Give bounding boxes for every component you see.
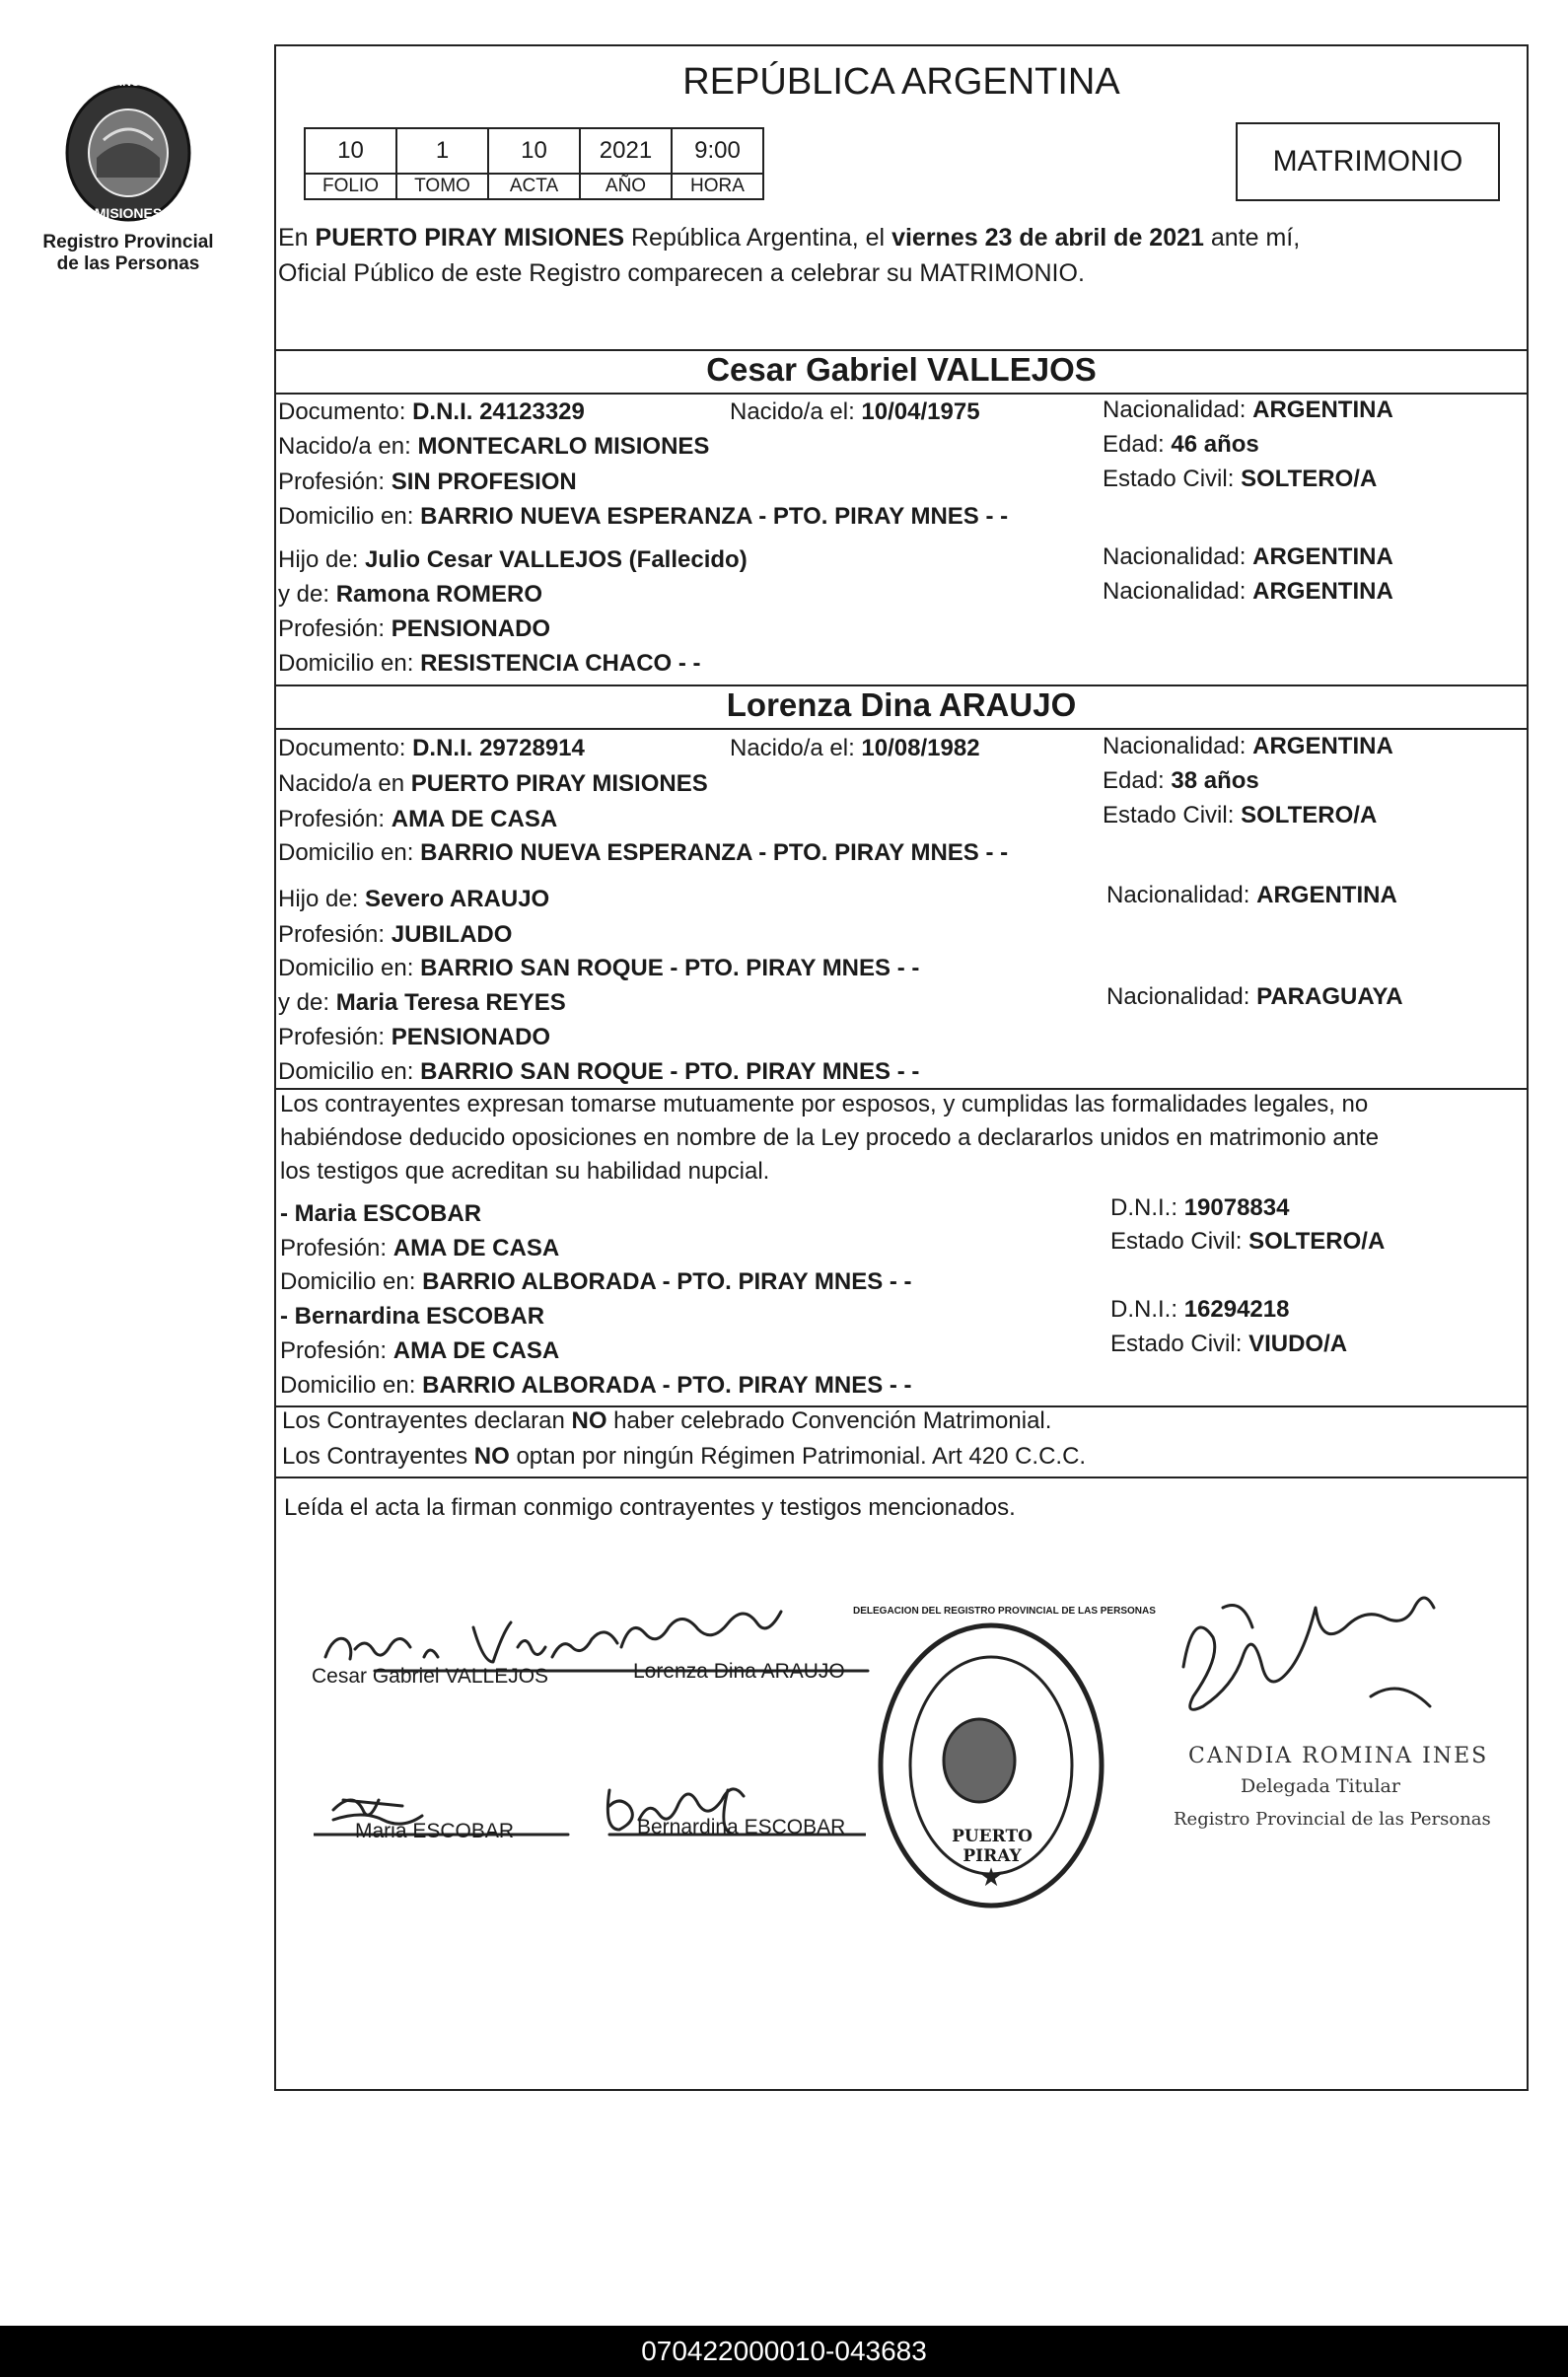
bride-sign-caption: Lorenza Dina ARAUJO — [633, 1660, 845, 1683]
hora-value: 9:00 — [672, 128, 763, 174]
officer-title: Delegada Titular — [1241, 1775, 1400, 1797]
bride-father-profession: Profesión: JUBILADO — [278, 921, 513, 948]
bride-mother-profession: Profesión: PENSIONADO — [278, 1024, 551, 1050]
witness-2-domicile: Domicilio en: BARRIO ALBORADA - PTO. PIRAY MNES - - — [280, 1372, 912, 1399]
witness-1-name: - Maria ESCOBAR — [280, 1200, 482, 1227]
convention-line-1: Los Contrayentes declaran NO haber celebrado Convención Matrimonial. — [282, 1407, 1052, 1434]
witness-1-dni: D.N.I.: 19078834 — [1110, 1194, 1290, 1221]
acta-label: ACTA — [488, 174, 580, 199]
groom-mother: y de: Ramona ROMERO — [278, 581, 543, 608]
groom-profession: Profesión: SIN PROFESION — [278, 468, 577, 495]
page-title: REPÚBLICA ARGENTINA — [682, 61, 1120, 103]
witness-2-sign-caption: Bernardina ESCOBAR — [637, 1816, 846, 1838]
officer-name: CANDIA ROMINA INES — [1188, 1744, 1489, 1768]
official-seal — [853, 1606, 1156, 1913]
logo-ring-bottom: MISIONES — [94, 205, 163, 221]
declaration-line-1: Los contrayentes expresan tomarse mutuamente por esposos, y cumplidas las formalidades legales, no — [280, 1091, 1369, 1117]
groom-father-nationality: Nacionalidad: ARGENTINA — [1103, 543, 1393, 570]
seal-ring-text: DELEGACION DEL REGISTRO PROVINCIAL DE LAS PERSONAS — [853, 1606, 1156, 1617]
groom-doc: Documento: D.N.I. 24123329 — [278, 398, 585, 425]
bride-father: Hijo de: Severo ARAUJO — [278, 886, 550, 912]
bride-father-nationality: Nacionalidad: ARGENTINA — [1106, 882, 1397, 908]
witness-2-civil: Estado Civil: VIUDO/A — [1110, 1331, 1348, 1357]
witness-1-profession: Profesión: AMA DE CASA — [280, 1235, 560, 1261]
groom-civil-status: Estado Civil: SOLTERO/A — [1103, 466, 1378, 492]
folio-value: 10 — [305, 128, 396, 174]
intro-line-1: En PUERTO PIRAY MISIONES República Argentina, el viernes 23 de abril de 2021 ante mí, — [278, 224, 1301, 252]
groom-domicile: Domicilio en: BARRIO NUEVA ESPERANZA - PTO. PIRAY MNES - - — [278, 503, 1009, 530]
bride-age: Edad: 38 años — [1103, 767, 1259, 794]
groom-mother-profession: Profesión: PENSIONADO — [278, 615, 551, 642]
bride-name: Lorenza Dina ARAUJO — [726, 686, 1077, 723]
bride-mother-nationality: Nacionalidad: PARAGUAYA — [1106, 983, 1403, 1010]
groom-mother-domicile: Domicilio en: RESISTENCIA CHACO - - — [278, 650, 701, 677]
groom-sign-caption: Cesar Gabriel VALLEJOS — [312, 1665, 549, 1688]
witness-1-domicile: Domicilio en: BARRIO ALBORADA - PTO. PIRAY MNES - - — [280, 1268, 912, 1295]
bride-mother-domicile: Domicilio en: BARRIO SAN ROQUE - PTO. PIRAY MNES - - — [278, 1058, 920, 1085]
officer-signature — [1144, 1588, 1489, 1765]
groom-age: Edad: 46 años — [1103, 431, 1259, 458]
logo-caption-1: Registro Provincial — [42, 232, 214, 252]
witness-2-profession: Profesión: AMA DE CASA — [280, 1337, 560, 1364]
groom-father: Hijo de: Julio Cesar VALLEJOS (Fallecido) — [278, 546, 748, 573]
svg-text:★: ★ — [979, 1862, 1003, 1892]
intro-line-2: Oficial Público de este Registro comparecen a celebrar su MATRIMONIO. — [278, 259, 1085, 287]
groom-birthplace: Nacido/a en: MONTECARLO MISIONES — [278, 433, 710, 460]
groom-name: Cesar Gabriel VALLEJOS — [706, 351, 1097, 388]
declaration-line-2: habiéndose deducido oposiciones en nombre de la Ley procedo a declararlos unidos en matrimonio ante — [280, 1124, 1380, 1151]
bride-birthplace: Nacido/a en PUERTO PIRAY MISIONES — [278, 770, 708, 797]
bride-father-domicile: Domicilio en: BARRIO SAN ROQUE - PTO. PIRAY MNES - - — [278, 955, 920, 981]
anio-value: 2021 — [580, 128, 672, 174]
bride-nationality: Nacionalidad: ARGENTINA — [1103, 733, 1393, 759]
bride-mother: y de: Maria Teresa REYES — [278, 989, 566, 1016]
groom-born: Nacido/a el: 10/04/1975 — [730, 398, 980, 425]
closing-text: Leída el acta la firman conmigo contrayentes y testigos mencionados. — [284, 1494, 1016, 1521]
witness-1-civil: Estado Civil: SOLTERO/A — [1110, 1228, 1386, 1255]
tomo-value: 1 — [396, 128, 488, 174]
document-code: 070422000010-043683 — [0, 2326, 1568, 2377]
declaration-line-3: los testigos que acreditan su habilidad nupcial. — [280, 1158, 770, 1185]
bride-domicile: Domicilio en: BARRIO NUEVA ESPERANZA - PTO. PIRAY MNES - - — [278, 839, 1009, 866]
folio-label: FOLIO — [305, 174, 396, 199]
witness-2-dni: D.N.I.: 16294218 — [1110, 1296, 1290, 1323]
convention-line-2: Los Contrayentes NO optan por ningún Régimen Patrimonial. Art 420 C.C.C. — [282, 1443, 1087, 1470]
witness-2-name: - Bernardina ESCOBAR — [280, 1303, 545, 1330]
bride-profession: Profesión: AMA DE CASA — [278, 806, 558, 832]
seal-inner-text: PUERTO PIRAY — [952, 1827, 1033, 1866]
registry-logo — [30, 75, 227, 275]
groom-mother-nationality: Nacionalidad: ARGENTINA — [1103, 578, 1393, 605]
doc-type-box: MATRIMONIO — [1236, 122, 1500, 201]
logo-ring-top: PROVINCIA DE — [85, 75, 172, 89]
bride-doc: Documento: D.N.I. 29728914 — [278, 735, 585, 761]
officer-org: Registro Provincial de las Personas — [1174, 1809, 1491, 1830]
tomo-label: TOMO — [396, 174, 488, 199]
bride-civil-status: Estado Civil: SOLTERO/A — [1103, 802, 1378, 828]
groom-nationality: Nacionalidad: ARGENTINA — [1103, 396, 1393, 423]
acta-value: 10 — [488, 128, 580, 174]
seal-oval-icon — [873, 1618, 1109, 1913]
witness-signatures — [314, 1761, 866, 1859]
registry-table — [304, 127, 764, 200]
anio-label: AÑO — [580, 174, 672, 199]
bride-born: Nacido/a el: 10/08/1982 — [730, 735, 980, 761]
witness-1-sign-caption: Maria ESCOBAR — [355, 1820, 515, 1842]
logo-caption-2: de las Personas — [56, 253, 200, 274]
hora-label: HORA — [672, 174, 763, 199]
